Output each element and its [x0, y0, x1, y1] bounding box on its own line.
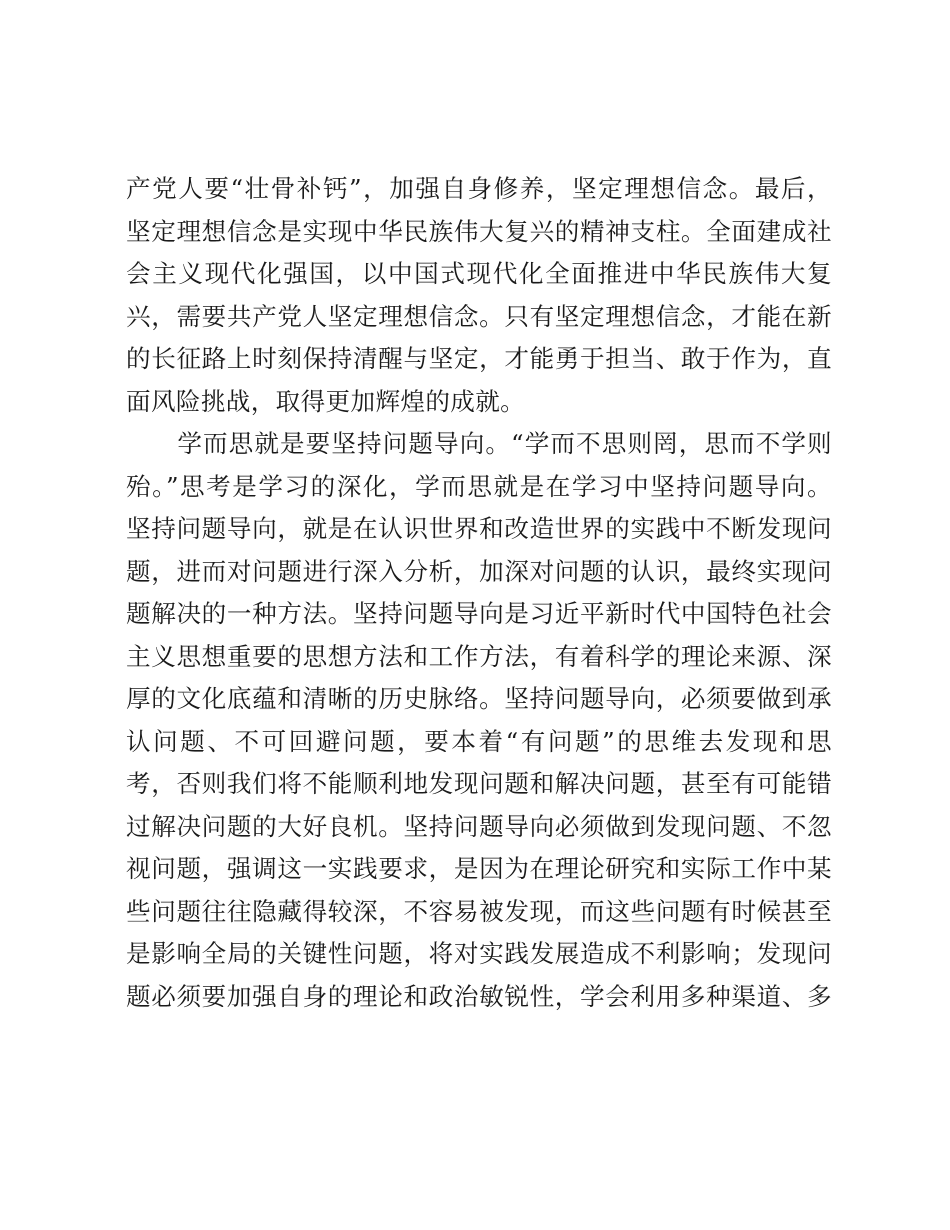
text-line: 题解决的一种方法。坚持问题导向是习近平新时代中国特色社会: [126, 599, 832, 628]
text-line: 过解决问题的大好良机。坚持问题导向必须做到发现问题、不忽: [126, 811, 832, 841]
text-line: 题必须要加强自身的理论和政治敏锐性，学会利用多种渠道、多: [126, 981, 832, 1011]
text-line: 些问题往往隐藏得较深，不容易被发现，而这些问题有时候甚至: [126, 896, 832, 926]
document-body: [126, 168, 832, 1018]
paragraph-2: [126, 423, 832, 1018]
text-line: 视问题，强调这一实践要求，是因为在理论研究和实际工作中某: [126, 854, 832, 883]
text-line: 考，否则我们将不能顺利地发现问题和解决问题，甚至有可能错: [126, 769, 832, 798]
text-line: 主义思想重要的思想方法和工作方法，有着科学的理论来源、深: [126, 641, 832, 671]
paragraph-1: [126, 168, 832, 423]
text-line: 的长征路上时刻保持清醒与坚定，才能勇于担当、敢于作为，直: [126, 344, 832, 373]
text-line: 认问题、不可回避问题，要本着“有问题”的思维去发现和思: [126, 726, 832, 756]
text-line: 殆。”思考是学习的深化，学而思就是在学习中坚持问题导向。: [126, 471, 832, 501]
text-line: 产党人要“壮骨补钙”，加强自身修养，坚定理想信念。最后，: [126, 174, 832, 203]
text-line: 学而思就是要坚持问题导向。“学而不思则罔，思而不学则: [126, 429, 832, 458]
text-line: 题，进而对问题进行深入分析，加深对问题的认识，最终实现问: [126, 556, 832, 586]
text-line: 面风险挑战，取得更加辉煌的成就。: [126, 386, 526, 416]
text-line: 兴，需要共产党人坚定理想信念。只有坚定理想信念，才能在新: [126, 301, 832, 331]
text-line: 厚的文化底蕴和清晰的历史脉络。坚持问题导向，必须要做到承: [126, 684, 832, 713]
text-line: 坚定理想信念是实现中华民族伟大复兴的精神支柱。全面建成社: [126, 216, 832, 246]
text-line: 是影响全局的关键性问题，将对实践发展造成不利影响；发现问: [126, 939, 832, 968]
text-line: 坚持问题导向，就是在认识世界和改造世界的实践中不断发现问: [126, 514, 832, 543]
text-line: 会主义现代化强国，以中国式现代化全面推进中华民族伟大复: [126, 259, 832, 288]
